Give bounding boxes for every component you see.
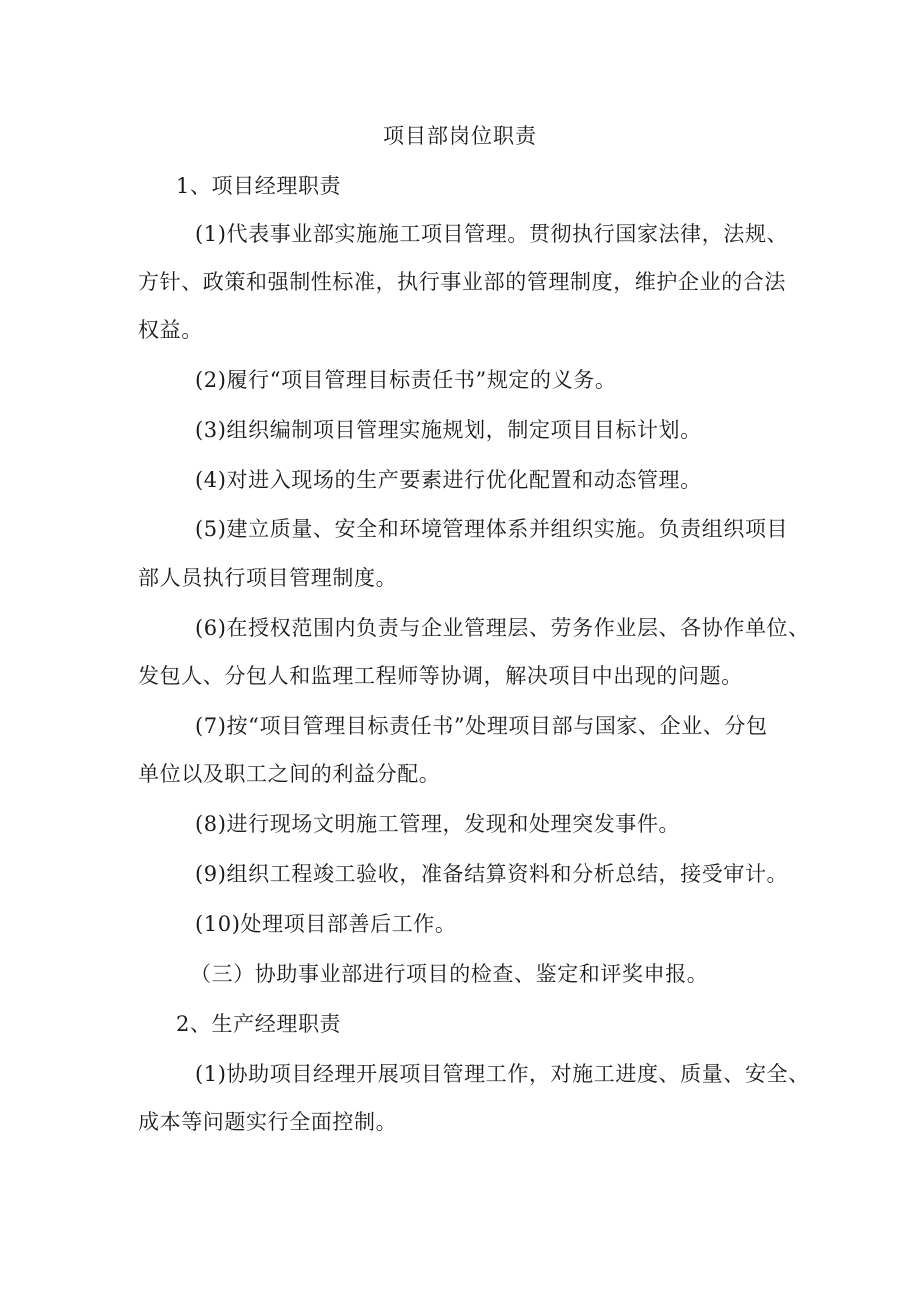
paragraph-line: (2)履行“项目管理目标责任书”规定的义务。 (195, 368, 617, 392)
paragraph-line: (5)建立质量、安全和环境管理体系并组织实施。负责组织项目 (195, 517, 789, 541)
section-heading-project-manager: 1、项目经理职责 (176, 174, 342, 198)
paragraph-line: 发包人、分包人和监理工程师等协调，解决项目中出现的问题。 (138, 664, 743, 688)
paragraph-line: (9)组织工程竣工验收，准备结算资料和分析总结，接受审计。 (195, 862, 789, 886)
section-heading-production-manager: 2、生产经理职责 (176, 1012, 342, 1036)
paragraph-line: (8)进行现场文明施工管理，发现和处理突发事件。 (195, 812, 681, 836)
paragraph-line: 方针、政策和强制性标准，执行事业部的管理制度，维护企业的合法 (138, 270, 786, 294)
paragraph-line: 部人员执行项目管理制度。 (138, 566, 398, 590)
paragraph-line: 权益。 (138, 318, 203, 342)
paragraph-line: (7)按“项目管理目标责任书”处理项目部与国家、企业、分包 (195, 714, 768, 738)
paragraph-line: 单位以及职工之间的利益分配。 (138, 762, 441, 786)
paragraph-line: (6)在授权范围内负责与企业管理层、劳务作业层、各协作单位、 (195, 616, 810, 640)
paragraph-line: (1)协助项目经理开展项目管理工作，对施工进度、质量、安全、 (195, 1062, 810, 1086)
paragraph-line: 成本等问题实行全面控制。 (138, 1110, 398, 1134)
paragraph-line: (1)代表事业部实施施工项目管理。贯彻执行国家法律，法规、 (195, 222, 789, 246)
paragraph-line: (10)处理项目部善后工作。 (195, 912, 457, 936)
paragraph-line: (4)对进入现场的生产要素进行优化配置和动态管理。 (195, 468, 702, 492)
document-title: 项目部岗位职责 (383, 124, 537, 148)
paragraph-line: (3)组织编制项目管理实施规划，制定项目目标计划。 (195, 418, 702, 442)
paragraph-line: （三）协助事业部进行项目的检查、鉴定和评奖申报。 (190, 962, 709, 986)
